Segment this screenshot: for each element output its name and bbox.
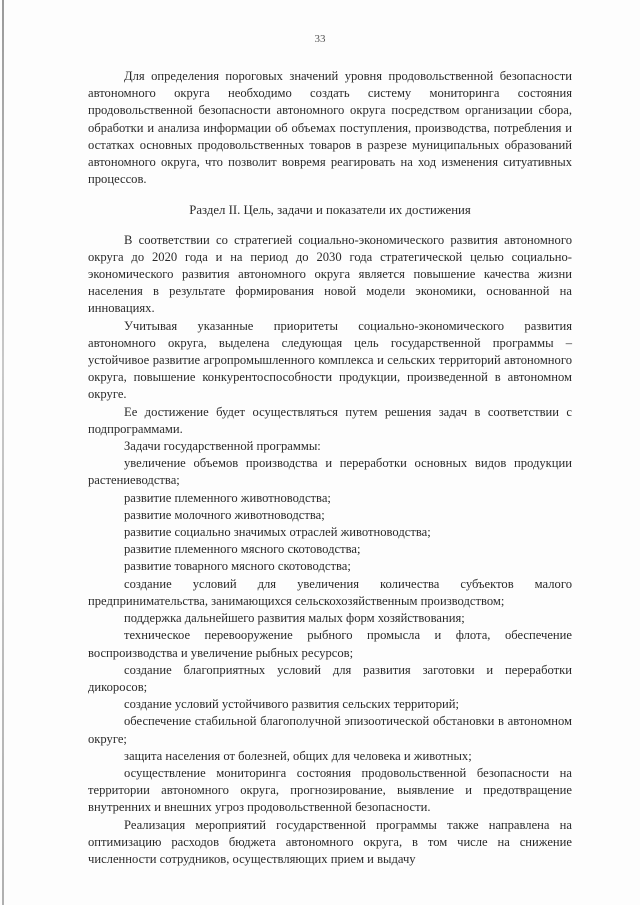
scan-edge	[2, 0, 4, 905]
document-body	[88, 68, 572, 868]
section-heading: Раздел II. Цель, задачи и показатели их достижения	[189, 203, 471, 218]
task-item: защита населения от болезней, общих для человека и животных;	[124, 748, 472, 763]
closing-paragraph: Реализация мероприятий государственной программы также направлена на оптимизацию расходов бюджета автономного округа, в том числе на снижение численности сотрудников, осуществляющих прием и выдачу	[88, 817, 572, 866]
task-item: развитие социально значимых отраслей животноводства;	[124, 525, 431, 540]
paragraph-priorities: Учитывая указанные приоритеты социально-экономического развития автономного округа, выделена следующая цель государственной программы – устойчивое развитие агропромышленного комплекса и сельских территорий автономного округа, повышение конкурентоспособности продукции, произведенной в автономном округе.	[88, 318, 572, 402]
task-item: развитие товарного мясного скотоводства;	[124, 559, 351, 574]
task-item: развитие племенного мясного скотоводства;	[124, 542, 361, 557]
task-item: создание условий устойчивого развития сельских территорий;	[124, 697, 460, 712]
page-number: 33	[314, 33, 326, 45]
task-item: техническое перевооружение рыбного промысла и флота, обеспечение воспроизводства и увеличение рыбных ресурсов;	[88, 628, 572, 660]
paragraph-achievement: Ее достижение будет осуществляться путем решения задач в соответствии с подпрограммами.	[88, 404, 572, 436]
tasks-heading: Задачи государственной программы:	[124, 439, 321, 454]
task-item: развитие молочного животноводства;	[124, 507, 325, 522]
task-item: развитие племенного животноводства;	[124, 490, 331, 505]
task-item: создание условий для увеличения количества субъектов малого предпринимательства, занимающихся сельскохозяйственным производством;	[88, 576, 572, 608]
task-item: увеличение объемов производства и переработки основных видов продукции растениеводства;	[88, 456, 572, 488]
task-list	[88, 455, 572, 816]
task-item: обеспечение стабильной благополучной эпизоотической обстановки в автономном округе;	[88, 714, 572, 746]
task-item: создание благоприятных условий для развития заготовки и переработки дикоросов;	[88, 662, 572, 694]
task-item: осуществление мониторинга состояния продовольственной безопасности на территории автономного округа, прогнозирование, выявление и предотвращение внутренних и внешних угроз продовольственной безопасности.	[88, 765, 572, 815]
intro-paragraph: Для определения пороговых значений уровня продовольственной безопасности автономного округа необходимо создать систему мониторинга состояния продовольственной безопасности автономного округа посредством организации сбора, обработки и анализа информации об объемах поступления, производства, потребления и остатках основных продовольственных товаров в разрезе муниципальных образований автономного округа, что позволит вовремя реагировать на ход изменения ситуативных процессов.	[88, 69, 572, 187]
paragraph-strategy: В соответствии со стратегией социально-экономического развития автономного округа до 2020 года и на период до 2030 года стратегической целью социально-экономического развития автономного округа является повышение качества жизни населения в результате формирования новой модели экономики, основанной на инновациях.	[88, 232, 572, 316]
task-item: поддержка дальнейшего развития малых форм хозяйствования;	[124, 611, 465, 626]
